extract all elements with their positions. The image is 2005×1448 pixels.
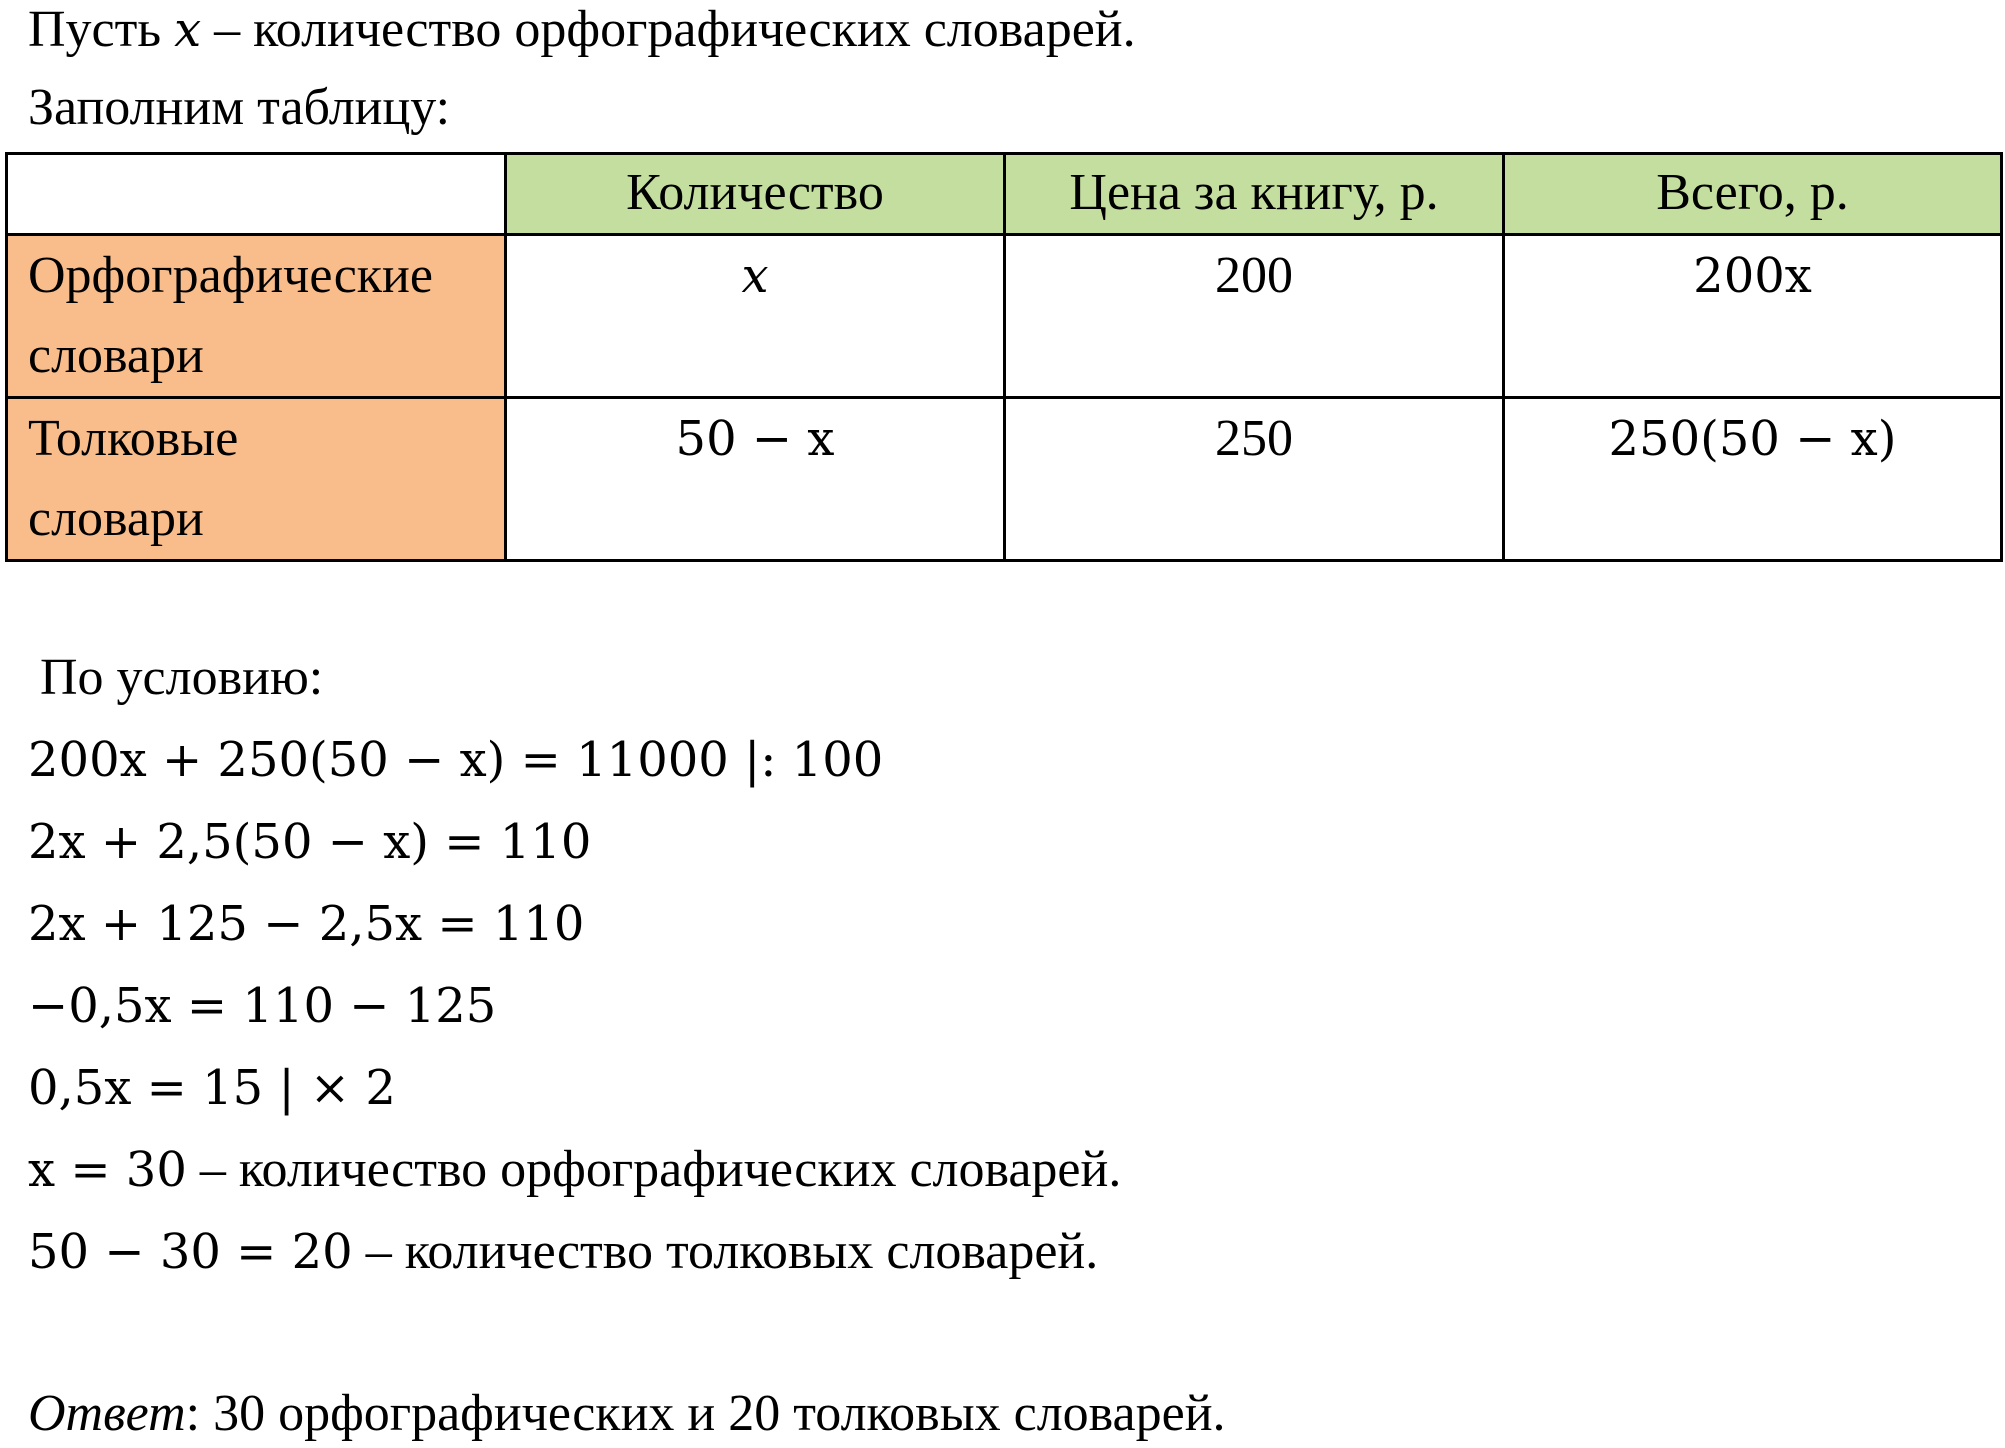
row-label-explanatory [7,398,506,561]
equation-step: 200x + 250(50 − x) = 11000 |: 100 [28,732,884,788]
cell-price: 250 [1005,398,1504,561]
equation-step: −0,5x = 110 − 125 [28,978,497,1034]
row-label-line: Орфографические [28,247,433,304]
table-header-price: Цена за книгу, р. [1005,154,1504,235]
intro-let-prefix: Пусть [28,1,162,58]
intro-let-line [28,0,1136,60]
cell-total: 200x [1504,235,2002,398]
result-x-equation: x = 30 [28,1142,187,1198]
result-x-line [28,1140,1121,1200]
condition-heading: По условию: [40,649,324,706]
intro-let-rest: – количество орфографических словарей. [201,1,1136,58]
equation-step: 2x + 125 − 2,5x = 110 [28,896,585,952]
answer-label: Ответ [28,1385,186,1442]
table-header-total: Всего, р. [1504,154,2002,235]
table-header-row [7,154,2002,235]
intro-fill-table: Заполним таблицу: [28,79,451,136]
result-other-text: – количество толковых словарей. [352,1223,1099,1280]
cell-price: 200 [1005,235,1504,398]
answer-text: : 30 орфографических и 20 толковых словарей. [185,1385,1226,1442]
row-label-line: Толковые [28,410,239,467]
intro-let-variable: x [174,2,202,58]
summary-table [5,152,2003,562]
result-x-text: – количество орфографических словарей. [186,1141,1122,1198]
answer-line [28,1384,1226,1444]
row-label-line: словари [28,327,204,384]
equation-step: 2x + 2,5(50 − x) = 110 [28,814,592,870]
table-header-corner [7,154,506,235]
result-other-line [28,1222,1098,1282]
equation-step: 0,5x = 15 | × 2 [28,1060,396,1116]
result-other-equation: 50 − 30 = 20 [28,1224,353,1280]
cell-total: 250(50 − x) [1504,398,2002,561]
table-header-quantity: Количество [506,154,1005,235]
cell-quantity: x [506,235,1005,398]
row-label-spelling [7,235,506,398]
table-row [7,235,2002,398]
row-label-line: словари [28,490,204,547]
table-row [7,398,2002,561]
cell-quantity: 50 − x [506,398,1005,561]
